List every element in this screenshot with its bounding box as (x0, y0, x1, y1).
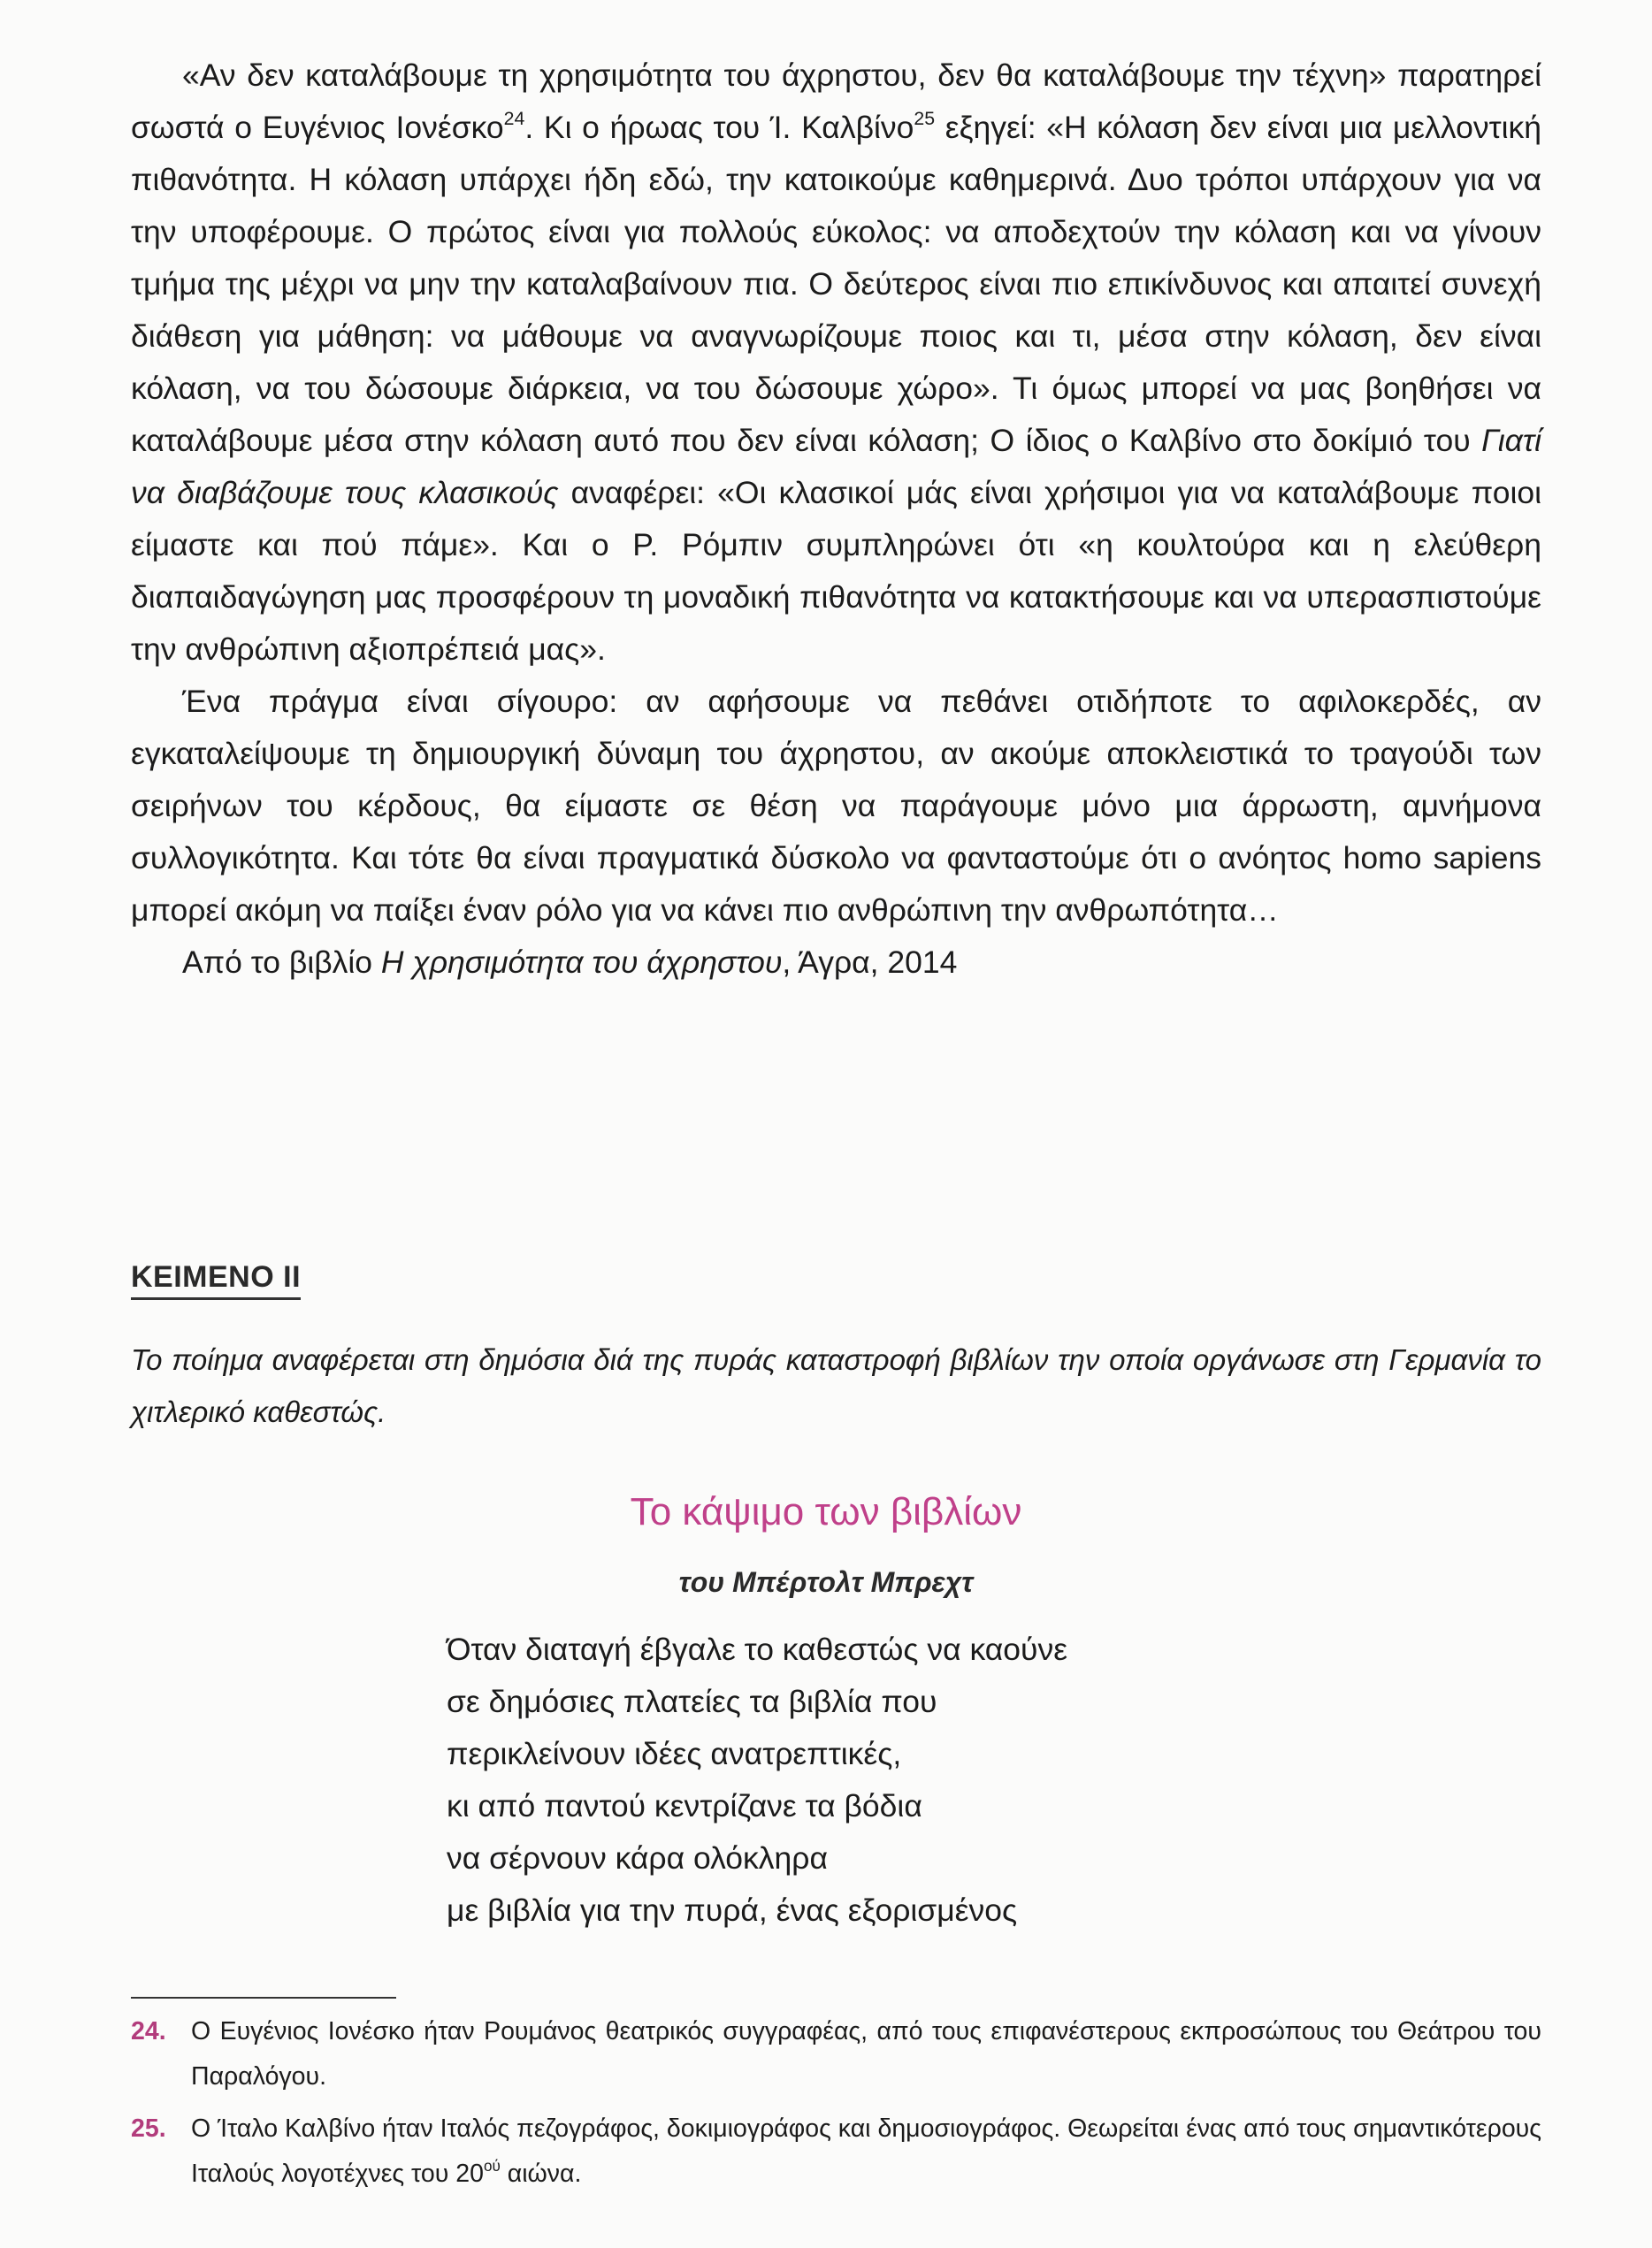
paragraph-2: Ένα πράγμα είναι σίγουρο: αν αφήσουμε να πεθάνει οτιδήποτε το αφιλοκερδές, αν εγκαταλείψουμε τη δημιουργική δύναμη του άχρηστου, αν ακούμε αποκλειστικά το τραγούδι των σειρήνων του κέρδους, θα είμαστε σε θέση να παράγουμε μόνο μια άρρωστη, αμνήμονα συλλογικότητα. Και τότε θα είναι πραγματικά δύσκολο να φανταστούμε ότι ο ανόητος homo sapiens μπορεί ακόμη να παίξει έναν ρόλο για να κάνει πιο ανθρώπινη την ανθρωπότητα… (131, 684, 1541, 928)
footnote-ref-25[interactable]: 25 (914, 108, 936, 130)
poem (447, 1624, 1067, 1937)
poem-author: του Μπέρτολτ Μπρεχτ (678, 1566, 974, 1598)
poem-line: να σέρνουν κάρα ολόκληρα (447, 1840, 828, 1876)
footnote-number: 24. (131, 2017, 166, 2045)
footnote-ref-24[interactable]: 24 (503, 108, 525, 130)
poem-title: Το κάψιμο των βιβλίων (630, 1490, 1022, 1533)
poem-intro: Το ποίημα αναφέρεται στη δημόσια διά της πυράς καταστροφή βιβλίων την οποία οργάνωσε στη Γερμανία το χιτλερικό καθεστώς. (131, 1343, 1541, 1428)
footnote-24 (131, 2009, 1541, 2099)
source-citation: Από το βιβλίο Η χρησιμότητα του άχρηστου, Άγρα, 2014 (182, 944, 958, 980)
book-title: Η χρησιμότητα του άχρηστου (380, 944, 783, 980)
footnote-number: 25. (131, 2114, 166, 2143)
footnote-divider (131, 1997, 396, 1999)
section-heading: ΚΕΙΜΕΝΟ ΙΙ (131, 1260, 301, 1300)
poem-line: Όταν διαταγή έβγαλε το καθεστώς να καούνε (447, 1632, 1068, 1667)
footnotes (131, 2009, 1541, 2204)
footnote-25 (131, 2107, 1541, 2197)
poem-line: με βιβλία για την πυρά, ένας εξορισμένος (447, 1892, 1018, 1928)
footnote-text: Ο Ίταλο Καλβίνο ήταν Ιταλός πεζογράφος, δοκιμιογράφος και δημοσιογράφος. Θεωρείται ένας από τους σημαντικότερους Ιταλούς λογοτέχνες του $20^{oύ}$ αιώνα. (191, 2114, 1541, 2188)
poem-line: περικλείνουν ιδέες ανατρεπτικές, (447, 1736, 902, 1771)
footnote-text: Ο Ευγένιος Ιονέσκο ήταν Ρουμάνος θεατρικός συγγραφέας, από τους επιφανέστερους εκπροσώπους του Θεάτρου του Παραλόγου. (191, 2017, 1541, 2091)
essay-title: Γιατί να διαβάζουμε τους κλασικούς (131, 423, 1541, 510)
poem-line: κι από παντού κεντρίζανε τα βόδια (447, 1788, 922, 1824)
paragraph-1: «Αν δεν καταλάβουμε τη χρησιμότητα του άχρηστου, δεν θα καταλάβουμε την τέχνη» παρατηρεί σωστά ο Ευγένιος Ιονέσκο$^{24}$. Κι ο ήρωας του Ί. Καλβίνο$^{25}$ εξηγεί: «Η κόλαση δεν είναι μια μελλοντική πιθανότητα. Η κόλαση υπάρχει ήδη εδώ, την κατοικούμε καθημερινά. Δυο τρόποι υπάρχουν για να την υποφέρουμε. Ο πρώτος είναι για πολλούς εύκολος: να αποδεχτούν την κόλαση και να γίνουν τμήμα της μέχρι να μην την καταλαβαίνουν πια. Ο δεύτερος είναι πιο επικίνδυνος και απαιτεί συνεχή διάθεση για μάθηση: να μάθουμε να αναγνωρίζουμε ποιος και τι, μέσα στην κόλαση, δεν είναι κόλαση, να του δώσουμε διάρκεια, να του δώσουμε χώρο». Τι όμως μπορεί να μας βοηθήσει να καταλάβουμε μέσα στην κόλαση αυτό που δεν είναι κόλαση; Ο ίδιος ο Καλβίνο στο δοκίμιό του Γιατί να διαβάζουμε τους κλασικούς αναφέρει: «Οι κλασικοί μάς είναι χρήσιμοι για να καταλάβουμε ποιοι είμαστε και πού πάμε». Και ο Ρ. Ρόμπιν συμπληρώνει ότι «η κουλτούρα και η ελεύθερη διαπαιδαγώγηση μας προσφέρουν τη μοναδική πιθανότητα να κατακτήσουμε και να υπερασπιστούμε την ανθρώπινη αξιοπρέπειά μας». (131, 57, 1541, 667)
text-one (131, 50, 1541, 989)
poem-line: σε δημόσιες πλατείες τα βιβλία που (447, 1684, 937, 1719)
